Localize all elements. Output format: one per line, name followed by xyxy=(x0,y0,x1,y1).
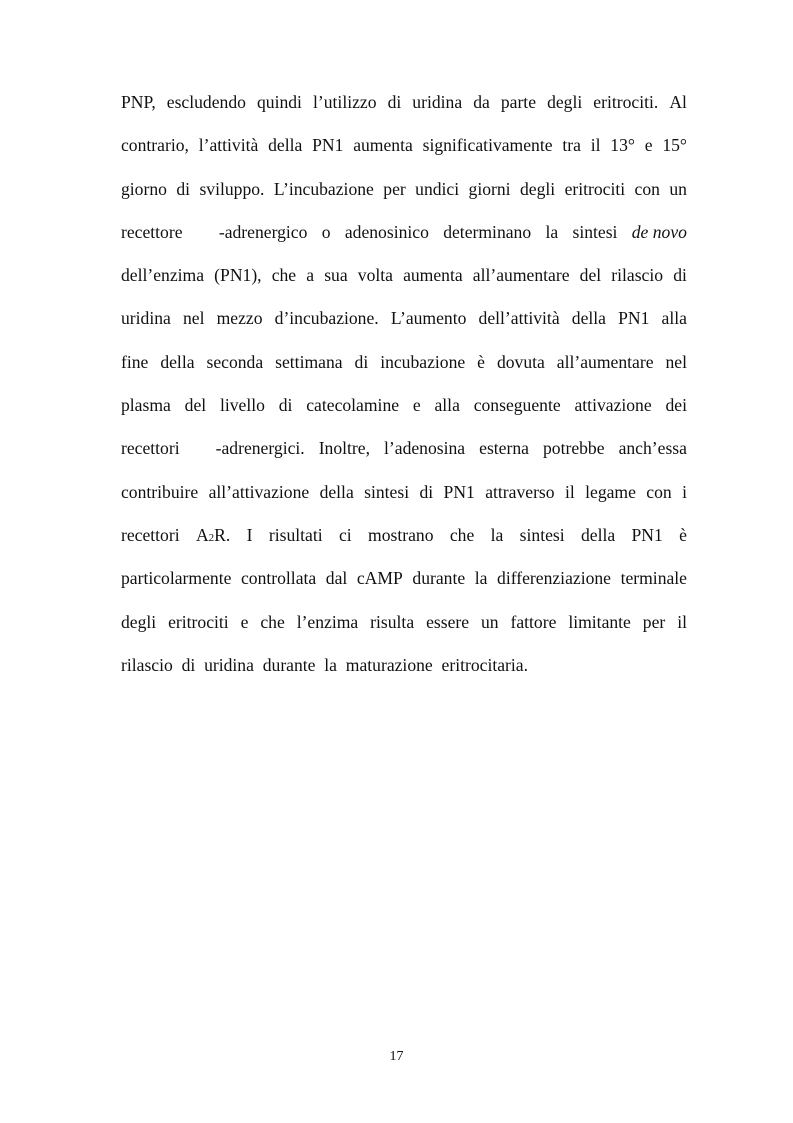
word: L’incubazione xyxy=(273,178,374,199)
word: aumenta xyxy=(403,265,463,286)
word: potrebbe xyxy=(542,438,605,459)
word: anch’essa xyxy=(618,438,687,459)
word: I xyxy=(246,524,253,545)
word: nel xyxy=(665,351,687,372)
word: parte xyxy=(500,92,537,112)
word: catecolamine xyxy=(306,395,400,416)
word: esterna xyxy=(479,438,529,459)
word: differenziazione xyxy=(497,568,611,589)
word: particolarmente xyxy=(121,568,232,589)
word: settimana xyxy=(275,351,343,372)
word: alla xyxy=(661,308,687,329)
text-line xyxy=(121,130,687,173)
text-line xyxy=(121,563,687,606)
word: seconda xyxy=(206,351,264,372)
word: sintesi xyxy=(364,481,410,502)
word: uridina xyxy=(204,654,254,675)
word: del xyxy=(184,395,207,416)
word: PN1 xyxy=(312,135,344,156)
text-line xyxy=(121,174,687,217)
word: livello xyxy=(219,395,265,416)
word: fattore xyxy=(510,611,557,632)
word: con xyxy=(646,481,672,502)
word: della xyxy=(319,481,354,502)
word: a xyxy=(306,265,315,286)
word: del xyxy=(579,265,602,286)
word: degli xyxy=(547,92,583,112)
word: terminale xyxy=(620,568,687,589)
word: fine xyxy=(121,351,149,372)
receptor-a2r: A2R. xyxy=(195,524,231,545)
text-line xyxy=(121,217,687,260)
word: PN1 xyxy=(618,308,650,329)
word: l’enzima xyxy=(296,611,359,632)
word: dell’enzima xyxy=(121,265,205,286)
word: eritrocitaria. xyxy=(441,654,528,675)
word: mostrano xyxy=(368,524,434,545)
word: risultati xyxy=(268,524,323,545)
word: all’attivazione xyxy=(208,481,310,502)
text-line xyxy=(121,260,687,303)
word: della xyxy=(571,308,606,329)
word: l’utilizzo xyxy=(313,92,377,112)
word: di xyxy=(387,92,402,112)
word: per xyxy=(642,611,666,632)
word: un xyxy=(480,611,499,632)
word: un xyxy=(669,178,687,199)
text-line xyxy=(121,87,687,130)
word: -adrenergico xyxy=(218,221,308,242)
word: giorni xyxy=(468,178,511,199)
word: la xyxy=(474,568,488,589)
word: PN1 xyxy=(443,481,475,502)
word: dal xyxy=(325,568,348,589)
word: il xyxy=(564,481,575,502)
word: contribuire xyxy=(121,481,199,502)
word: determinano xyxy=(443,221,532,242)
word: e xyxy=(240,611,249,632)
word: conseguente xyxy=(473,395,561,416)
word: dell’attività xyxy=(478,308,560,329)
word: all’aumentare xyxy=(556,351,654,372)
word: controllata xyxy=(240,568,317,589)
word: risulta xyxy=(370,611,415,632)
word: rilascio xyxy=(121,654,173,675)
word: dovuta xyxy=(496,351,545,372)
word: PNP, xyxy=(121,92,156,112)
word: 15° xyxy=(662,135,687,156)
text-line xyxy=(121,303,687,346)
word: escludendo xyxy=(166,92,246,112)
word: Al xyxy=(669,92,687,112)
word: eritrociti. xyxy=(593,92,659,112)
word: di xyxy=(354,351,369,372)
word: durante xyxy=(412,568,466,589)
word: quindi xyxy=(256,92,302,112)
word: e xyxy=(644,135,653,156)
word: plasma xyxy=(121,395,171,416)
word: eritrociti xyxy=(168,611,229,632)
word: aumenta xyxy=(353,135,413,156)
word: da xyxy=(473,92,490,112)
word: contrario, xyxy=(121,135,189,156)
word: uridina xyxy=(412,92,463,112)
word: l’adenosina xyxy=(384,438,466,459)
word: attraverso xyxy=(485,481,555,502)
text-line xyxy=(121,390,687,433)
word: tra xyxy=(562,135,581,156)
word: cAMP xyxy=(356,568,403,589)
word: sua xyxy=(324,265,348,286)
text-line xyxy=(121,347,687,390)
word: della xyxy=(160,351,195,372)
word: di xyxy=(278,395,293,416)
word: o xyxy=(321,221,331,242)
word: all’aumentare xyxy=(472,265,570,286)
word: significativamente xyxy=(422,135,553,156)
word: sviluppo. xyxy=(199,178,265,199)
word: sintesi xyxy=(572,221,618,242)
word: di xyxy=(673,265,687,286)
word: rilascio xyxy=(611,265,664,286)
word: mezzo xyxy=(216,308,263,329)
word: i xyxy=(682,481,687,502)
word: d’incubazione. xyxy=(274,308,379,329)
word: alla xyxy=(434,395,460,416)
word: Inoltre, xyxy=(318,438,370,459)
word: di xyxy=(181,654,196,675)
word: recettore xyxy=(121,221,183,242)
word: eritrociti xyxy=(564,178,626,199)
word: che xyxy=(271,265,297,286)
word: la xyxy=(324,654,337,675)
word: volta xyxy=(357,265,393,286)
word: e xyxy=(412,395,421,416)
word: durante xyxy=(262,654,316,675)
page-number: 17 xyxy=(389,1049,404,1064)
word: con xyxy=(634,178,660,199)
word: (PN1), xyxy=(214,265,262,286)
word: 13° xyxy=(610,135,635,156)
word: il xyxy=(590,135,601,156)
word: limitante xyxy=(568,611,631,632)
word: essere xyxy=(426,611,470,632)
word: l’attività xyxy=(198,135,259,156)
word: per xyxy=(383,178,406,199)
word: nel xyxy=(182,308,205,329)
word: degli xyxy=(519,178,556,199)
text-line xyxy=(121,607,687,650)
word: di xyxy=(419,481,434,502)
word: L’aumento xyxy=(390,308,467,329)
word: che xyxy=(260,611,285,632)
word: ci xyxy=(338,524,352,545)
word: giorno xyxy=(121,178,167,199)
italic-phrase: de novo xyxy=(631,221,687,242)
word: attivazione xyxy=(574,395,652,416)
word: degli xyxy=(121,611,157,632)
word: maturazione xyxy=(345,654,433,675)
word: è xyxy=(477,351,485,372)
body-paragraph xyxy=(121,87,687,693)
text-line xyxy=(121,520,687,563)
word: che xyxy=(449,524,475,545)
word: PN1 xyxy=(631,524,663,545)
word: sintesi xyxy=(519,524,565,545)
word: della xyxy=(580,524,616,545)
text-line xyxy=(121,477,687,520)
text-line xyxy=(121,650,687,693)
word: recettori xyxy=(121,438,180,459)
word: recettori xyxy=(121,524,180,545)
word: uridina xyxy=(121,308,171,329)
word: della xyxy=(268,135,303,156)
word: di xyxy=(176,178,191,199)
text-line xyxy=(121,433,687,476)
word: il xyxy=(677,611,687,632)
word: -adrenergici. xyxy=(215,438,305,459)
word: la xyxy=(545,221,559,242)
word: legame xyxy=(585,481,636,502)
word: incubazione xyxy=(380,351,466,372)
word: adenosinico xyxy=(344,221,429,242)
word: undici xyxy=(415,178,460,199)
word: dei xyxy=(665,395,687,416)
word: la xyxy=(490,524,504,545)
word: è xyxy=(679,524,687,545)
